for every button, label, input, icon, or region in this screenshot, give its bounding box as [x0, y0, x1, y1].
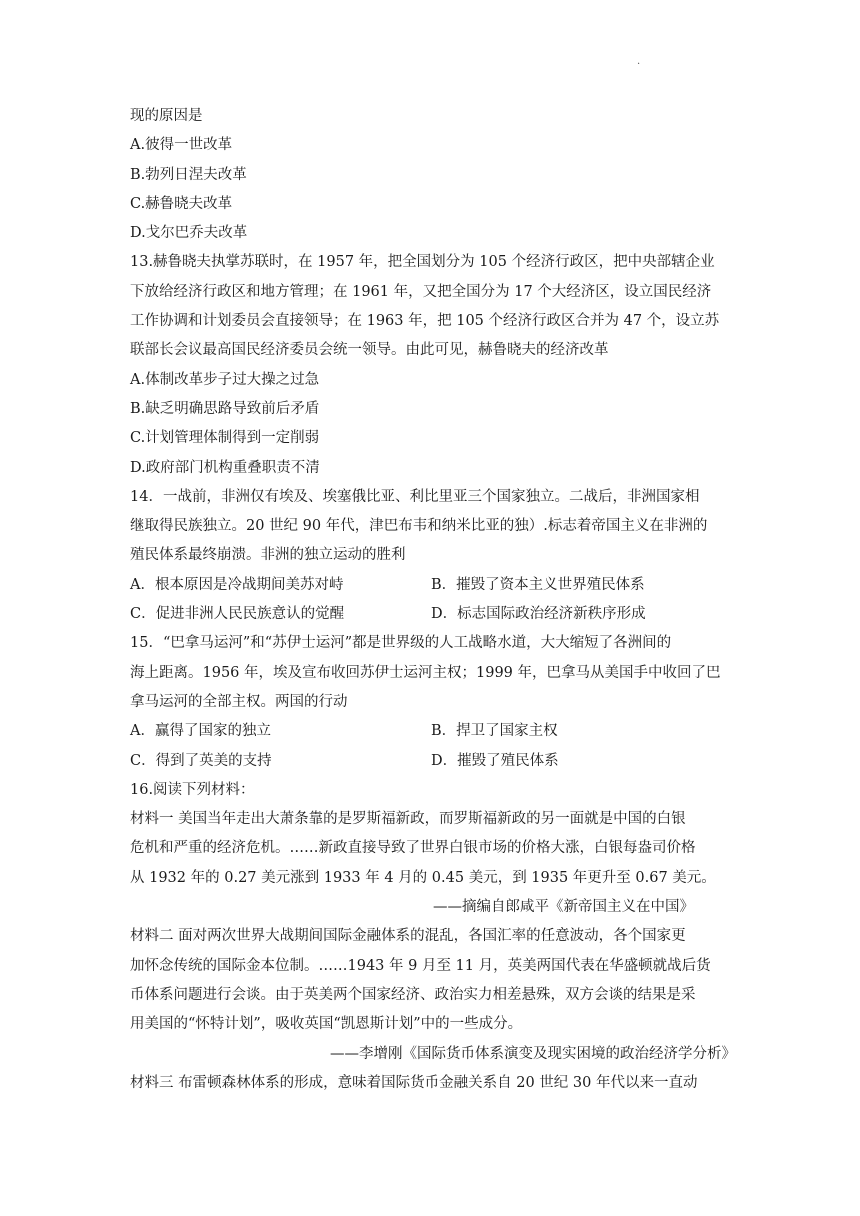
q15-option-c: C．得到了英美的支持 — [130, 752, 272, 769]
q14-options-row-1 — [130, 571, 736, 600]
q12-option-a: A.彼得一世改革 — [130, 137, 233, 154]
material-1-source: ——摘编自郎咸平《新帝国主义在中国》 — [433, 899, 694, 916]
q14-stem-line: 殖民体系最终崩溃。非洲的独立运动的胜利 — [130, 547, 406, 564]
q14-stem-line: 继取得民族独立。20 世纪 90 年代，津巴布韦和纳米比亚的独）.标志着帝国主义在非洲的 — [130, 518, 708, 535]
q16-intro: 16.阅读下列材料： — [130, 781, 255, 798]
exam-page — [130, 102, 736, 1098]
q13-option-c: C.计划管理体制得到一定削弱 — [130, 430, 320, 447]
material-2-line: 材料二 面对两次世界大战期间国际金融体系的混乱，各国汇率的任意波动，各个国家更 — [130, 928, 686, 945]
q15-options-row-2 — [130, 747, 736, 776]
q15-option-b: B．捍卫了国家主权 — [431, 723, 558, 740]
material-1-line: 材料一 美国当年走出大萧条靠的是罗斯福新政，而罗斯福新政的另一面就是中国的白银 — [130, 811, 686, 828]
q15-option-d: D．摧毁了殖民体系 — [431, 752, 559, 769]
q15-stem-line: 海上距离。1956 年，埃及宣布收回苏伊士运河主权；1999 年，巴拿马从美国手中收回了巴 — [130, 664, 721, 681]
q13-option-a: A.体制改革步子过大操之过急 — [130, 371, 320, 388]
q12-option-b: B.勃列日涅夫改革 — [130, 166, 247, 183]
q15-option-a: A．赢得了国家的独立 — [130, 723, 271, 740]
q14-option-d: D．标志国际政治经济新秩序形成 — [431, 606, 646, 623]
q14-stem-line: 14．一战前，非洲仅有埃及、埃塞俄比亚、利比里亚三个国家独立。二战后，非洲国家相 — [130, 488, 700, 505]
material-3-line: 材料三 布雷顿森林体系的形成，意味着国际货币金融关系自 20 世纪 30 年代以来一直动 — [130, 1074, 698, 1091]
material-1-line: 危机和严重的经济危机。……新政直接导致了世界白银市场的价格大涨，白银每盎司价格 — [130, 840, 696, 857]
q15-options-row-1 — [130, 717, 736, 746]
q13-option-d: D.政府部门机构重叠职责不清 — [130, 459, 320, 476]
material-1-line: 从 1932 年的 0.27 美元涨到 1933 年 4 月的 0.45 美元，到 1935 年更升至 0.67 美元。 — [130, 869, 716, 886]
q13-stem-line: 工作协调和计划委员会直接领导；在 1963 年，把 105 个经济行政区合并为 47 个，设立苏 — [130, 313, 720, 330]
q14-option-a: A．根本原因是冷战期间美苏对峙 — [130, 576, 344, 593]
q14-options-row-2 — [130, 600, 736, 629]
q12-stem-tail: 现的原因是 — [130, 108, 203, 124]
material-2-line: 币体系问题进行会谈。由于英美两个国家经济、政治实力相差悬殊，双方会谈的结果是采 — [130, 986, 696, 1003]
q13-stem-line: 联部长会议最高国民经济委员会统一领导。由此可见，赫鲁晓夫的经济改革 — [130, 342, 609, 359]
q12-option-d: D.戈尔巴乔夫改革 — [130, 225, 248, 242]
material-2-source: ——李增刚《国际货币体系演变及现实困境的政治经济学分析》 — [330, 1045, 736, 1062]
q15-stem-line: 拿马运河的全部主权。两国的行动 — [130, 693, 348, 710]
q13-stem-line: 下放给经济行政区和地方管理；在 1961 年，又把全国分为 17 个大经济区，设立国民经济 — [130, 283, 712, 300]
q13-option-b: B.缺乏明确思路导致前后矛盾 — [130, 400, 320, 417]
q13-stem-line: 13.赫鲁晓夫执掌苏联时，在 1957 年，把全国划分为 105 个经济行政区，把中央部辖企业 — [130, 254, 715, 271]
material-2-line: 用美国的“怀特计划”，吸收英国“凯恩斯计划”中的一些成分。 — [130, 1016, 523, 1033]
q14-option-b: B．摧毁了资本主义世界殖民体系 — [431, 576, 645, 593]
header-dot: . — [637, 56, 641, 67]
q14-option-c: C．促进非洲人民民族意认的觉醒 — [130, 606, 345, 623]
q12-option-c: C.赫鲁晓夫改革 — [130, 195, 233, 212]
q15-stem-line: 15．“巴拿马运河”和“苏伊士运河”都是世界级的人工战略水道，大大缩短了各洲间的 — [130, 635, 672, 652]
material-2-line: 加怀念传统的国际金本位制。……1943 年 9 月至 11 月，英美两国代表在华盛顿就战后货 — [130, 957, 711, 974]
